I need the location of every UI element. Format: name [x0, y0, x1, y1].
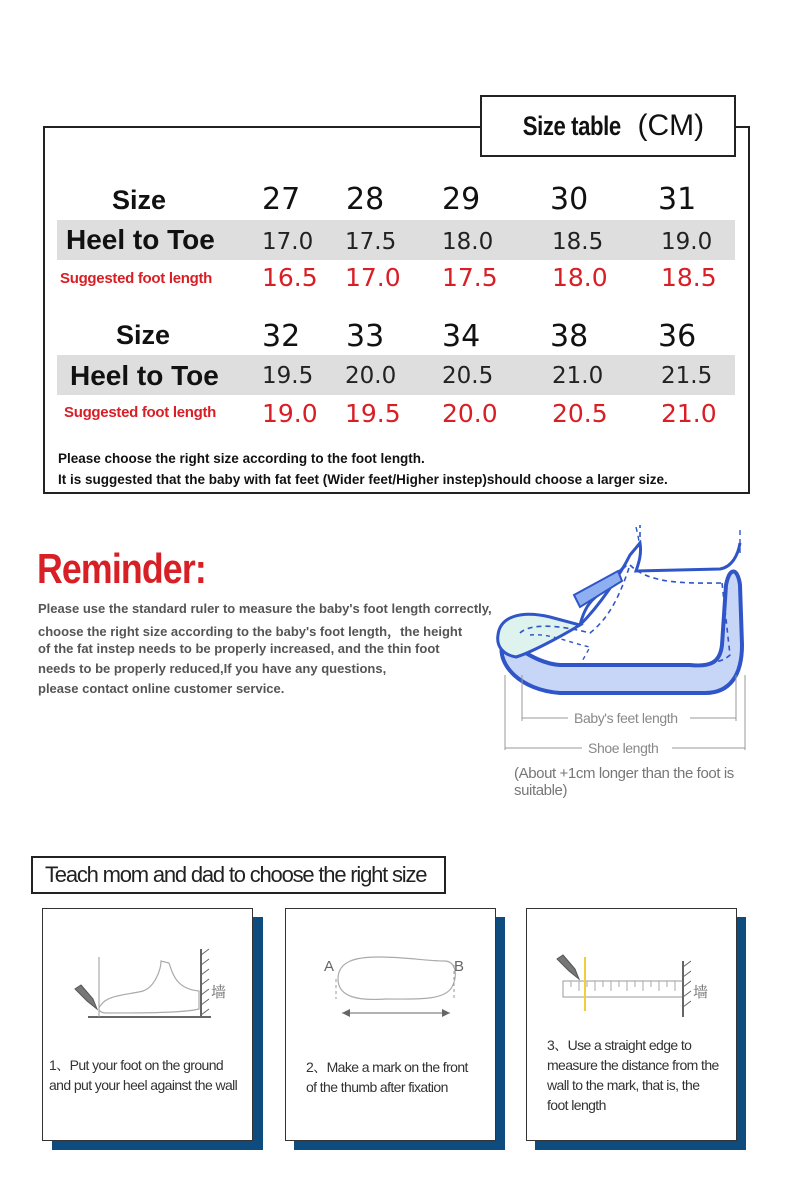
- suggested-cell: 18.5: [661, 263, 717, 292]
- step3-line: 3、Use a straight edge to: [547, 1037, 692, 1053]
- size-cell: 32: [262, 319, 301, 354]
- suggested-cell: 17.5: [442, 263, 498, 292]
- shoe-diagram: [490, 525, 760, 760]
- foot-against-wall-icon: [43, 909, 254, 1039]
- size-note-2: It is suggested that the baby with fat feet (Wider feet/Higher instep)should choose a larger size.: [58, 472, 668, 487]
- size-cell: 33: [346, 319, 385, 354]
- step3-line: foot length: [547, 1097, 606, 1113]
- step-card-1: [42, 908, 253, 1141]
- step2-line: of the thumb after fixation: [306, 1079, 448, 1095]
- suggested-cell: 16.5: [262, 263, 318, 292]
- reminder-title: Reminder:: [37, 545, 206, 592]
- label-suggested-1: Suggested foot length: [60, 270, 213, 287]
- point-b-label: B: [454, 958, 465, 975]
- step-card-2: [285, 908, 496, 1141]
- step1-line: and put your heel against the wall: [49, 1077, 238, 1093]
- heel-cell: 19.0: [661, 229, 713, 255]
- step-card-3: [526, 908, 737, 1141]
- heel-cell: 17.5: [345, 229, 397, 255]
- heel-cell: 20.0: [345, 363, 397, 389]
- size-cell: 31: [658, 182, 697, 217]
- heel-cell: 20.5: [442, 363, 494, 389]
- size-table-title-text: Size table: [522, 110, 621, 141]
- reminder-line: of the fat instep needs to be properly increased, and the thin foot: [38, 641, 440, 656]
- foot-outline-icon: [520, 525, 730, 666]
- suggested-cell: 19.5: [345, 399, 401, 428]
- reminder-line: Please use the standard ruler to measure the baby's foot length correctly,: [38, 601, 492, 616]
- heel-cell: 21.5: [661, 363, 713, 389]
- size-cell: 30: [550, 182, 589, 217]
- size-table-title: [480, 95, 736, 157]
- shoe-length-label: Shoe length: [588, 740, 659, 756]
- step3-line: wall to the mark, that is, the: [547, 1077, 700, 1093]
- label-size-2: Size: [116, 320, 171, 350]
- size-note-1: Please choose the right size according to the foot length.: [58, 451, 425, 466]
- suggested-cell: 21.0: [661, 399, 717, 428]
- suggested-cell: 17.0: [345, 263, 401, 292]
- reminder-line: please contact online customer service.: [38, 681, 285, 696]
- size-cell: 36: [658, 319, 697, 354]
- wall-label: 墙: [211, 983, 227, 1001]
- size-cell: 38: [550, 319, 589, 354]
- size-table-unit: (CM): [637, 109, 705, 142]
- heel-cell: 17.0: [262, 229, 314, 255]
- size-cell: 28: [346, 182, 385, 217]
- label-heel-1: Heel to Toe: [66, 224, 215, 255]
- shoe-toe-icon: [498, 614, 580, 657]
- foot-outline-mark-icon: [286, 909, 497, 1039]
- step2-line: 2、Make a mark on the front: [306, 1059, 468, 1075]
- teach-title: Teach mom and dad to choose the right size: [31, 856, 446, 894]
- baby-feet-length-label: Baby's feet length: [574, 710, 678, 726]
- suggested-cell: 19.0: [262, 399, 318, 428]
- ruler-measure-icon: [527, 909, 738, 1039]
- heel-cell: 18.5: [552, 229, 604, 255]
- suggested-cell: 18.0: [552, 263, 608, 292]
- label-heel-2: Heel to Toe: [70, 360, 219, 391]
- heel-cell: 21.0: [552, 363, 604, 389]
- size-cell: 34: [442, 319, 481, 354]
- about-note: (About +1cm longer than the foot is suitable): [514, 765, 734, 799]
- wall-label: 墙: [693, 983, 709, 1001]
- heel-cell: 18.0: [442, 229, 494, 255]
- step1-line: 1、Put your foot on the ground: [49, 1057, 224, 1073]
- size-cell: 29: [442, 182, 481, 217]
- suggested-cell: 20.5: [552, 399, 608, 428]
- point-a-label: A: [324, 958, 335, 975]
- step3-line: measure the distance from the: [547, 1057, 719, 1073]
- suggested-cell: 20.0: [442, 399, 498, 428]
- label-suggested-2: Suggested foot length: [64, 404, 217, 421]
- reminder-line: needs to be properly reduced,If you have any questions,: [38, 661, 387, 676]
- size-cell: 27: [262, 182, 301, 217]
- reminder-line: choose the right size according to the baby's foot length，the height: [38, 624, 463, 639]
- label-size-1: Size: [112, 185, 167, 215]
- heel-cell: 19.5: [262, 363, 314, 389]
- size-table: [43, 126, 750, 494]
